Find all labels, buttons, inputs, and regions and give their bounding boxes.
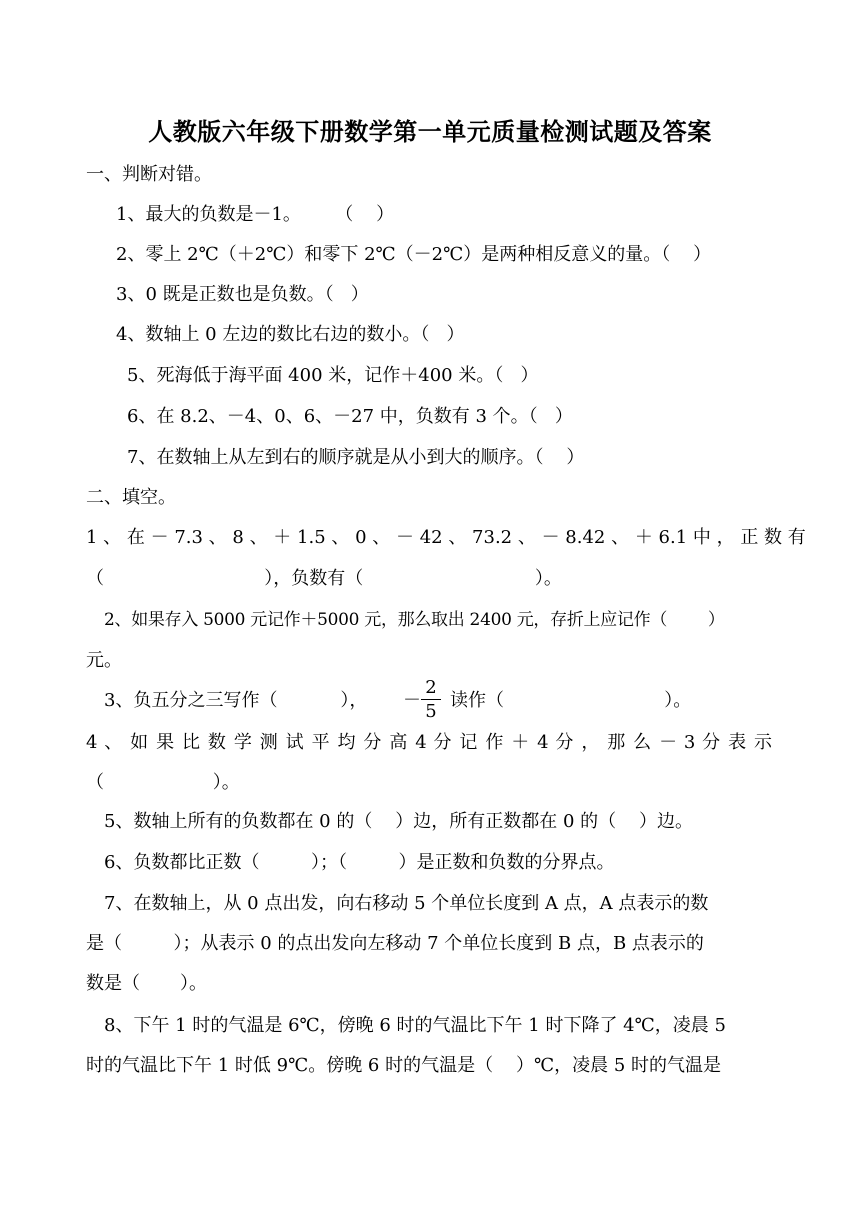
fill-q8-line2: 时的气温比下午 1 时低 9℃。傍晚 6 时的气温是（ ）℃，凌晨 5 时的气温是 — [86, 1055, 722, 1076]
fill-q2-line2: 元。 — [86, 650, 122, 671]
section1-heading: 一、判断对错。 — [86, 164, 212, 185]
fill-q7-line2: 是（ ）；从表示 0 的点出发向左移动 7 个单位长度到 B 点，B 点表示的 — [86, 933, 704, 954]
fill-q3-part2: 读作（ ）。 — [450, 690, 692, 711]
fill-q5: 5、数轴上所有的负数都在 0 的（ ）边，所有正数都在 0 的（ ）边。 — [104, 811, 694, 832]
fill-q7-line3: 数是（ ）。 — [86, 973, 208, 994]
fill-q4-line2: （ ）。 — [86, 772, 240, 793]
fill-q7-line1: 7、在数轴上，从 0 点出发，向右移动 5 个单位长度到 A 点，A 点表示的数 — [104, 893, 709, 914]
judge-item-1: 1、最大的负数是－1。 （ ） — [116, 204, 395, 225]
judge-item-6: 6、在 8.2、－4、0、6、－27 中，负数有 3 个。（ ） — [127, 406, 573, 427]
fraction-minus-sign: － — [403, 690, 421, 711]
page-title: 人教版六年级下册数学第一单元质量检测试题及答案 — [148, 118, 712, 146]
fraction-denominator: 5 — [425, 701, 437, 722]
judge-item-2: 2、零上 2℃（＋2℃）和零下 2℃（－2℃）是两种相反意义的量。（ ） — [116, 244, 712, 265]
fraction-two-fifths — [421, 677, 441, 722]
judge-item-3: 3、0 既是正数也是负数。（ ） — [116, 284, 369, 305]
fill-q8-line1: 8、下午 1 时的气温是 6℃，傍晚 6 时的气温比下午 1 时下降了 4℃，凌晨 5 — [104, 1015, 726, 1036]
judge-item-4: 4、数轴上 0 左边的数比右边的数小。（ ） — [116, 324, 465, 345]
fraction-numerator: 2 — [421, 677, 441, 700]
judge-item-5: 5、死海低于海平面 400 米，记作＋400 米。（ ） — [127, 365, 539, 386]
fill-q6: 6、负数都比正数（ ）；（ ）是正数和负数的分界点。 — [104, 852, 615, 873]
fill-q2-line1: 2、如果存入 5000 元记作＋5000 元，那么取出 2400 元，存折上应记作（ ） — [104, 610, 725, 630]
fill-q1-line1: 1 、 在 － 7.3 、 8 、 ＋ 1.5 、 0 、 － 42 、 73.2 、 － 8.42 、 ＋ 6.1 中 ， 正 数 有 — [86, 527, 806, 548]
section2-heading: 二、填空。 — [86, 487, 176, 508]
fill-q4-line1: 4 、 如 果 比 数 学 测 试 平 均 分 高 4 分 记 作 ＋ 4 分 ， 那 么 － 3 分 表 示 — [86, 732, 772, 753]
judge-item-7: 7、在数轴上从左到右的顺序就是从小到大的顺序。（ ） — [127, 447, 585, 468]
fill-q1-line2: （ ），负数有（ ）。 — [86, 568, 562, 589]
fill-q3-part1: 3、负五分之三写作（ ）， — [104, 690, 368, 711]
